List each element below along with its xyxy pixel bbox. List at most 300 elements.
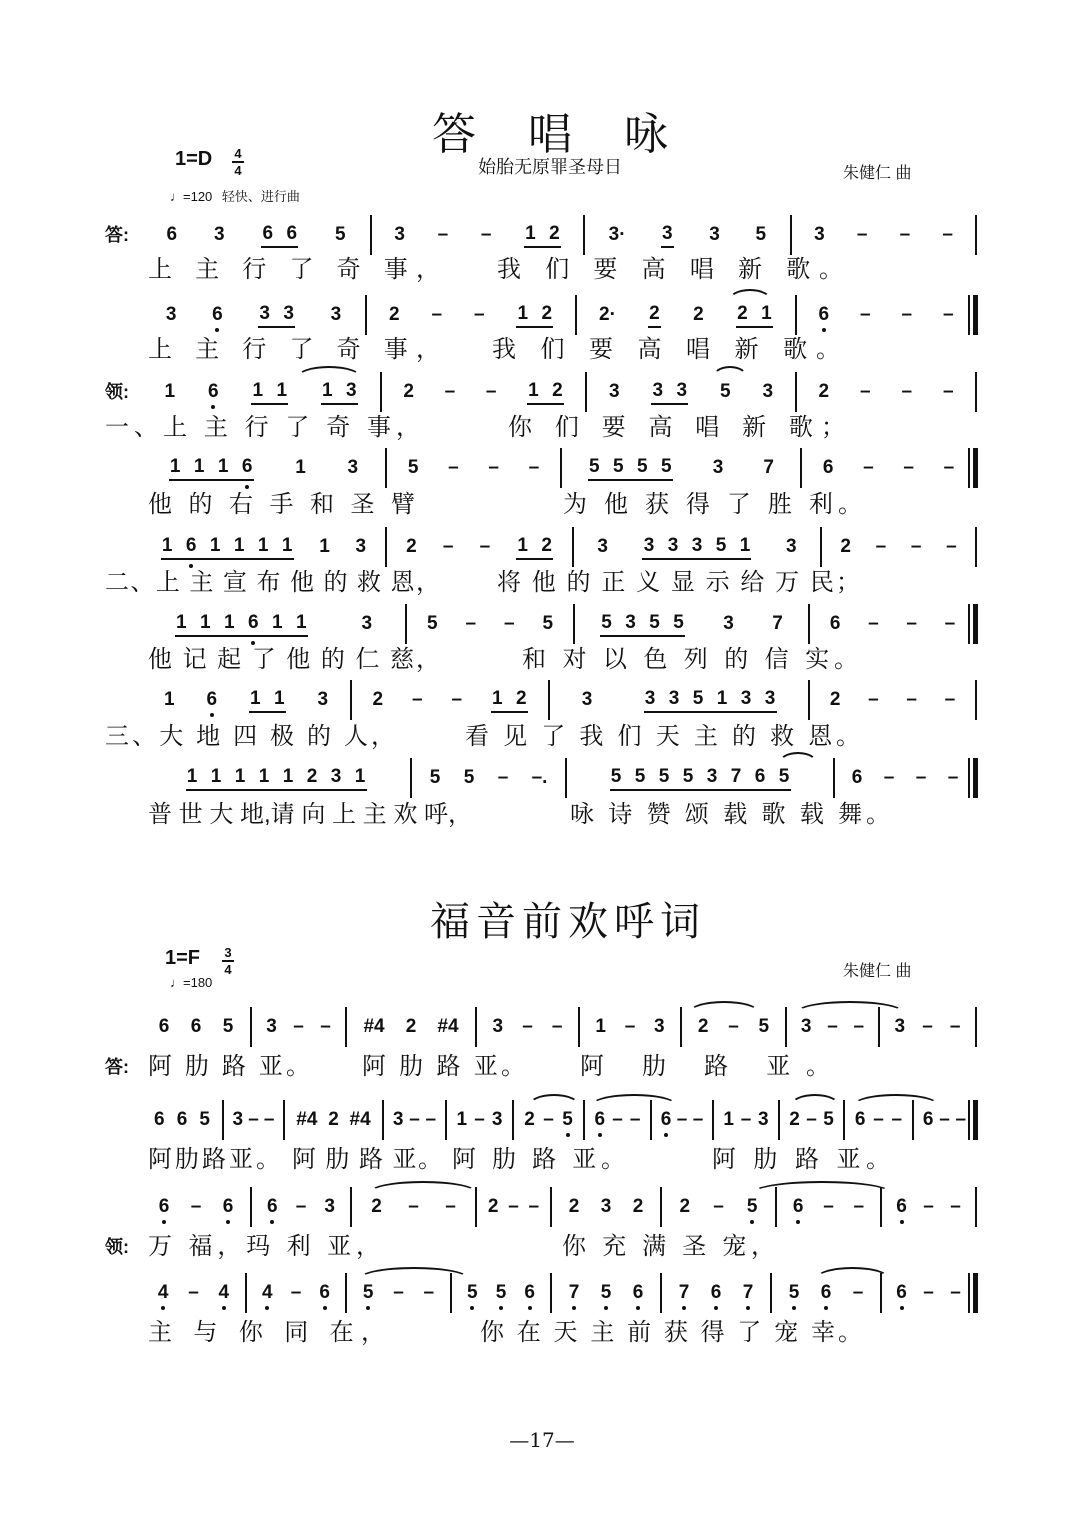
measure	[808, 454, 969, 482]
barline	[365, 295, 367, 335]
barline	[975, 680, 977, 720]
hold-dash: –	[543, 1109, 554, 1130]
note: 3	[492, 1016, 504, 1037]
note: 2	[388, 304, 400, 325]
measure	[483, 1193, 544, 1221]
note: 3	[361, 613, 373, 634]
measure	[353, 1013, 469, 1041]
hold-dash: –	[827, 1016, 838, 1037]
hold-dash: –	[295, 1196, 307, 1217]
slur	[368, 1181, 478, 1193]
note: 1	[761, 303, 772, 324]
note: 3	[712, 457, 724, 478]
note: 1	[517, 303, 529, 324]
note: 1	[491, 688, 503, 709]
hold-dash: –	[856, 224, 868, 245]
beam-group	[651, 379, 688, 405]
hold-dash: –	[901, 381, 913, 402]
hold-dash: –	[728, 1016, 739, 1037]
note: 6	[818, 304, 830, 325]
hold-dash: –	[293, 1016, 304, 1037]
note: 6	[158, 1016, 170, 1037]
note: 6	[851, 767, 863, 788]
note: 3	[581, 689, 593, 710]
measure	[583, 301, 789, 329]
part-label: 答:	[105, 1057, 129, 1077]
note: 6	[632, 1282, 644, 1303]
note: 3	[283, 303, 294, 324]
hold-dash: –.	[531, 767, 548, 788]
slur	[528, 1094, 580, 1106]
note: 3	[317, 689, 329, 710]
note: 1	[739, 535, 751, 556]
hold-dash: –	[899, 224, 911, 245]
note: 1	[217, 456, 229, 477]
lyric-phrase: 上 主 行 了 奇 事，	[148, 256, 449, 283]
note: 5	[649, 612, 660, 633]
hold-dash: –	[859, 304, 871, 325]
note: 6	[267, 1196, 278, 1217]
note: 3	[347, 457, 359, 478]
hold-dash: –	[522, 1016, 533, 1037]
measure	[786, 1106, 837, 1134]
hold-dash: –	[923, 1282, 934, 1303]
note: 1	[295, 612, 307, 633]
note: 2	[697, 1016, 709, 1037]
note: 3	[324, 1196, 335, 1217]
barline	[975, 527, 977, 567]
measure	[580, 533, 814, 561]
barline	[283, 1100, 285, 1140]
hold-dash: –	[943, 457, 955, 478]
hold-dash: –	[868, 689, 879, 710]
hold-dash: –	[497, 767, 509, 788]
hold-dash: –	[442, 536, 454, 557]
beam-group	[610, 765, 791, 791]
barline	[583, 215, 585, 255]
barline	[405, 604, 407, 644]
note: 3	[709, 224, 720, 245]
hold-dash: –	[922, 1016, 933, 1037]
hold-dash: –	[901, 304, 913, 325]
hold-dash: –	[942, 381, 954, 402]
note: 2	[649, 303, 660, 324]
hold-dash: –	[947, 767, 959, 788]
measure	[148, 1193, 244, 1221]
hold-dash: –	[479, 536, 491, 557]
slur	[852, 1094, 940, 1106]
note: 5	[199, 1109, 210, 1130]
measure	[358, 1193, 469, 1221]
hold-dash: –	[923, 1196, 934, 1217]
hold-dash: –	[852, 1282, 864, 1303]
note: 3	[491, 1109, 503, 1130]
note: 5	[658, 766, 670, 787]
note: 6	[922, 1109, 934, 1130]
measure	[803, 301, 969, 329]
barline	[968, 1100, 970, 1140]
note: 6	[158, 1196, 170, 1217]
barline	[973, 295, 978, 335]
measure	[390, 1106, 439, 1134]
measure	[458, 1279, 544, 1307]
note: 5	[682, 766, 694, 787]
slur	[358, 1267, 470, 1279]
hold-dash: –	[508, 1196, 519, 1217]
hold-dash: –	[692, 1109, 704, 1130]
barline	[968, 295, 970, 335]
note: 1	[281, 535, 293, 556]
lyric-phrase: 你 在 天 主 前 获 得 了 宠 幸。	[480, 1319, 866, 1346]
time-signature	[222, 946, 234, 976]
beam-group	[186, 765, 367, 791]
barline	[250, 1007, 252, 1047]
note: 6	[792, 1196, 804, 1217]
note: 2	[524, 1109, 535, 1130]
measure	[148, 378, 374, 406]
note: 3	[723, 613, 734, 634]
lyric-phrase: 为 他 获 得 了 胜 利。	[563, 491, 868, 518]
lyric-phrase: 你 们 要 高 唱 新 歌；	[508, 414, 854, 441]
measure	[148, 454, 379, 482]
note: 1	[252, 380, 264, 401]
lyric-phrase: 咏 诗 赞 颂 载 歌 载 舞。	[570, 801, 894, 828]
lyric-phrase: 和 对 以 色 列 的 信 实。	[522, 646, 863, 673]
beam-group	[169, 455, 254, 481]
note: 6	[176, 1109, 188, 1130]
note: 3	[330, 304, 342, 325]
note: 2	[568, 1196, 580, 1217]
hold-dash: –	[944, 613, 956, 634]
note: 3	[165, 304, 177, 325]
note: 3	[652, 380, 664, 401]
note: 2	[549, 223, 560, 244]
hold-dash: –	[955, 1109, 967, 1130]
note: 1	[517, 535, 528, 556]
hold-dash: –	[465, 613, 477, 634]
note: 5	[542, 613, 554, 634]
barline	[578, 1007, 580, 1047]
note: 3	[597, 536, 608, 557]
barline	[548, 680, 550, 720]
barline	[450, 1273, 452, 1313]
barline	[250, 1187, 252, 1227]
hold-dash: –	[853, 1016, 865, 1037]
note: 5	[463, 767, 475, 788]
note: 5	[788, 1282, 800, 1303]
note: 5	[755, 224, 767, 245]
beam-group	[588, 455, 673, 481]
hold-dash: –	[485, 381, 497, 402]
note: 5	[407, 457, 419, 478]
barline	[565, 758, 567, 798]
hold-dash: –	[437, 224, 449, 245]
song-title: 福音前欢呼词	[430, 899, 706, 945]
barline	[345, 1007, 347, 1047]
hold-dash: –	[190, 1196, 202, 1217]
barline	[785, 1007, 787, 1047]
hold-dash: –	[883, 767, 895, 788]
measure	[148, 221, 364, 249]
measure	[793, 1013, 872, 1041]
barline	[350, 680, 352, 720]
measure	[668, 1279, 764, 1307]
note: 2	[737, 303, 748, 324]
barline	[843, 1100, 845, 1140]
beam-group	[251, 379, 288, 405]
note: 5	[426, 613, 438, 634]
barline	[550, 1187, 552, 1227]
note: 4	[218, 1282, 230, 1303]
hold-dash: –	[910, 536, 922, 557]
note: 6	[241, 456, 253, 477]
hold-dash: –	[906, 689, 917, 710]
lyric-phrase: 我 们 要 高 唱 新 歌。	[492, 336, 849, 363]
note: 5	[692, 688, 704, 709]
note: 6	[286, 223, 298, 244]
note: 6	[710, 1282, 722, 1303]
note: 6	[829, 613, 841, 634]
tempo-style: 轻快、进行曲	[221, 189, 300, 204]
composer-credit: 朱健仁 曲	[843, 963, 912, 980]
time-signature-top: 4	[234, 146, 242, 161]
note: 6	[166, 224, 178, 245]
note: 5	[715, 535, 727, 556]
composer-credit: 朱健仁 曲	[843, 165, 912, 182]
hold-dash: –	[411, 689, 423, 710]
note: 6	[207, 381, 219, 402]
note: 1	[282, 766, 294, 787]
slur	[815, 1267, 890, 1279]
note: 3	[654, 1016, 665, 1037]
note: 3	[762, 381, 774, 402]
note: 6	[262, 223, 274, 244]
measure	[888, 1193, 969, 1221]
note: 5	[562, 1109, 573, 1130]
note: 2	[406, 536, 417, 557]
beam-group	[661, 222, 674, 248]
hold-dash: –	[950, 1282, 961, 1303]
note: 1	[234, 766, 246, 787]
barline	[245, 1273, 247, 1313]
beam-group	[644, 687, 777, 713]
barline	[795, 295, 797, 335]
lyric-phrase: 看 见 了 我 们 天 主 的 救 恩。	[465, 723, 864, 750]
barline	[833, 758, 835, 798]
barline	[878, 1007, 880, 1047]
note: 2	[693, 304, 704, 325]
measure	[148, 1013, 244, 1041]
lyric-phrase: 他 的 右 手 和 圣 臂	[148, 491, 420, 518]
hold-dash: –	[950, 1196, 961, 1217]
measure	[783, 1193, 874, 1221]
note: 1	[723, 1109, 734, 1130]
barline	[975, 1187, 977, 1227]
hold-dash: –	[676, 1109, 688, 1130]
part-label: 领:	[105, 382, 129, 402]
barline	[560, 448, 562, 488]
time-signature-top: 3	[224, 945, 232, 960]
slur	[752, 1181, 892, 1193]
measure	[148, 764, 404, 792]
hold-dash: –	[906, 613, 917, 634]
beam-group	[736, 302, 773, 328]
note: 3	[758, 1109, 769, 1130]
measure	[393, 454, 554, 482]
note: 7	[568, 1282, 580, 1303]
barline	[808, 604, 810, 644]
barline	[345, 1273, 347, 1313]
hold-dash: –	[859, 381, 871, 402]
lyric-phrase: 二、上 主 宣 布 他 的 救 恩，	[105, 569, 442, 596]
note: 1	[321, 380, 333, 401]
note: 7	[772, 613, 783, 634]
note: 1	[169, 456, 181, 477]
note: 6	[190, 1016, 202, 1037]
note: 2	[306, 766, 318, 787]
note: 2	[487, 1196, 499, 1217]
barline	[880, 1187, 882, 1227]
part-label: 领:	[105, 1237, 129, 1257]
note: 3	[644, 688, 656, 709]
lyric-phrase: 将 他 的 正 义 显 示 给 万 民；	[497, 569, 863, 596]
lyric-phrase: 三、大 地 四 极 的 人，	[105, 723, 399, 750]
note: 7	[730, 766, 742, 787]
note: 5	[634, 766, 646, 787]
hold-dash: –	[393, 1282, 404, 1303]
note: 2	[515, 688, 527, 709]
note: 1	[223, 612, 235, 633]
note: 1	[354, 766, 366, 787]
measure	[586, 1013, 674, 1041]
barline	[973, 1273, 978, 1313]
barline	[445, 1100, 447, 1140]
note: 5	[610, 766, 622, 787]
note: 6	[820, 1282, 832, 1303]
time-signature-bottom: 4	[234, 163, 242, 178]
note: 1	[528, 380, 539, 401]
measure	[148, 1106, 216, 1134]
hold-dash: –	[448, 457, 459, 478]
hold-dash: –	[915, 767, 927, 788]
note: 6	[319, 1282, 330, 1303]
tempo-marking	[170, 186, 300, 205]
barline	[385, 448, 387, 488]
barline	[975, 372, 977, 412]
hold-dash: –	[488, 457, 499, 478]
note: 3	[345, 380, 357, 401]
barline	[968, 758, 970, 798]
note: 6	[896, 1282, 907, 1303]
note: 1	[276, 380, 288, 401]
lyric-phrase: 我 们 要 高 唱 新 歌。	[497, 256, 852, 283]
hold-dash: –	[408, 1196, 419, 1217]
note: 2·	[599, 304, 616, 325]
note: 1	[456, 1109, 468, 1130]
note: 1	[164, 381, 176, 402]
note: 3	[740, 688, 752, 709]
lyric-phrase: 上 主 行 了 奇 事，	[148, 336, 449, 363]
barline	[350, 1187, 352, 1227]
note: 1	[175, 612, 187, 633]
note: 7	[678, 1282, 690, 1303]
note: 1	[210, 766, 222, 787]
hold-dash: –	[425, 1109, 437, 1130]
note: 2	[403, 381, 414, 402]
hold-dash: –	[868, 613, 879, 634]
barline	[795, 372, 797, 412]
page-number: —17—	[509, 1428, 575, 1452]
hold-dash: –	[290, 1282, 302, 1303]
measure	[388, 378, 579, 406]
song-subtitle: 始胎无原罪圣母日	[478, 157, 622, 177]
note: 3	[691, 535, 703, 556]
tempo-value: ♩=120	[170, 189, 213, 204]
barline	[550, 1273, 552, 1313]
note: 1	[193, 456, 205, 477]
barline	[973, 448, 978, 488]
hold-dash: –	[949, 1016, 961, 1037]
note: 3	[662, 223, 673, 244]
hold-dash: –	[480, 224, 492, 245]
key-signature: 1=D	[175, 148, 213, 170]
note: 2	[840, 536, 851, 557]
barline	[573, 604, 575, 644]
barline	[222, 1100, 224, 1140]
note: 5	[601, 612, 612, 633]
note: 6	[185, 535, 197, 556]
tempo-marking: ♩=180	[170, 975, 213, 990]
note: 3	[608, 381, 620, 402]
note: 6	[754, 766, 766, 787]
slur	[590, 1094, 678, 1106]
barline	[712, 1100, 714, 1140]
lyric-phrase: 阿 肋 路 亚。	[148, 1053, 314, 1080]
note: 1	[209, 535, 221, 556]
barline	[585, 372, 587, 412]
barline	[680, 1007, 682, 1047]
note: 6	[854, 1109, 866, 1130]
measure	[920, 1106, 969, 1134]
hold-dash: –	[551, 1016, 563, 1037]
hold-dash: –	[629, 1109, 641, 1130]
note: 2	[372, 689, 384, 710]
note: 1	[295, 457, 306, 478]
barline	[820, 527, 822, 567]
beam-group	[527, 379, 564, 405]
barline	[512, 1100, 514, 1140]
hold-dash: –	[528, 457, 540, 478]
hold-dash: –	[942, 304, 954, 325]
note: 2	[552, 380, 563, 401]
barline	[975, 1007, 977, 1047]
beam-group	[524, 222, 561, 248]
measure	[573, 764, 827, 792]
barline	[410, 758, 412, 798]
barline	[973, 1100, 978, 1140]
barline	[770, 1273, 772, 1313]
hold-dash: –	[445, 1196, 456, 1217]
measure	[591, 1106, 644, 1134]
note: 6	[822, 457, 834, 478]
measure	[841, 764, 969, 792]
barline	[968, 448, 970, 488]
measure	[148, 610, 399, 638]
note: 5	[495, 1282, 507, 1303]
hold-dash: –	[853, 1196, 865, 1217]
note: 3	[786, 536, 797, 557]
hold-dash: –	[942, 224, 953, 245]
